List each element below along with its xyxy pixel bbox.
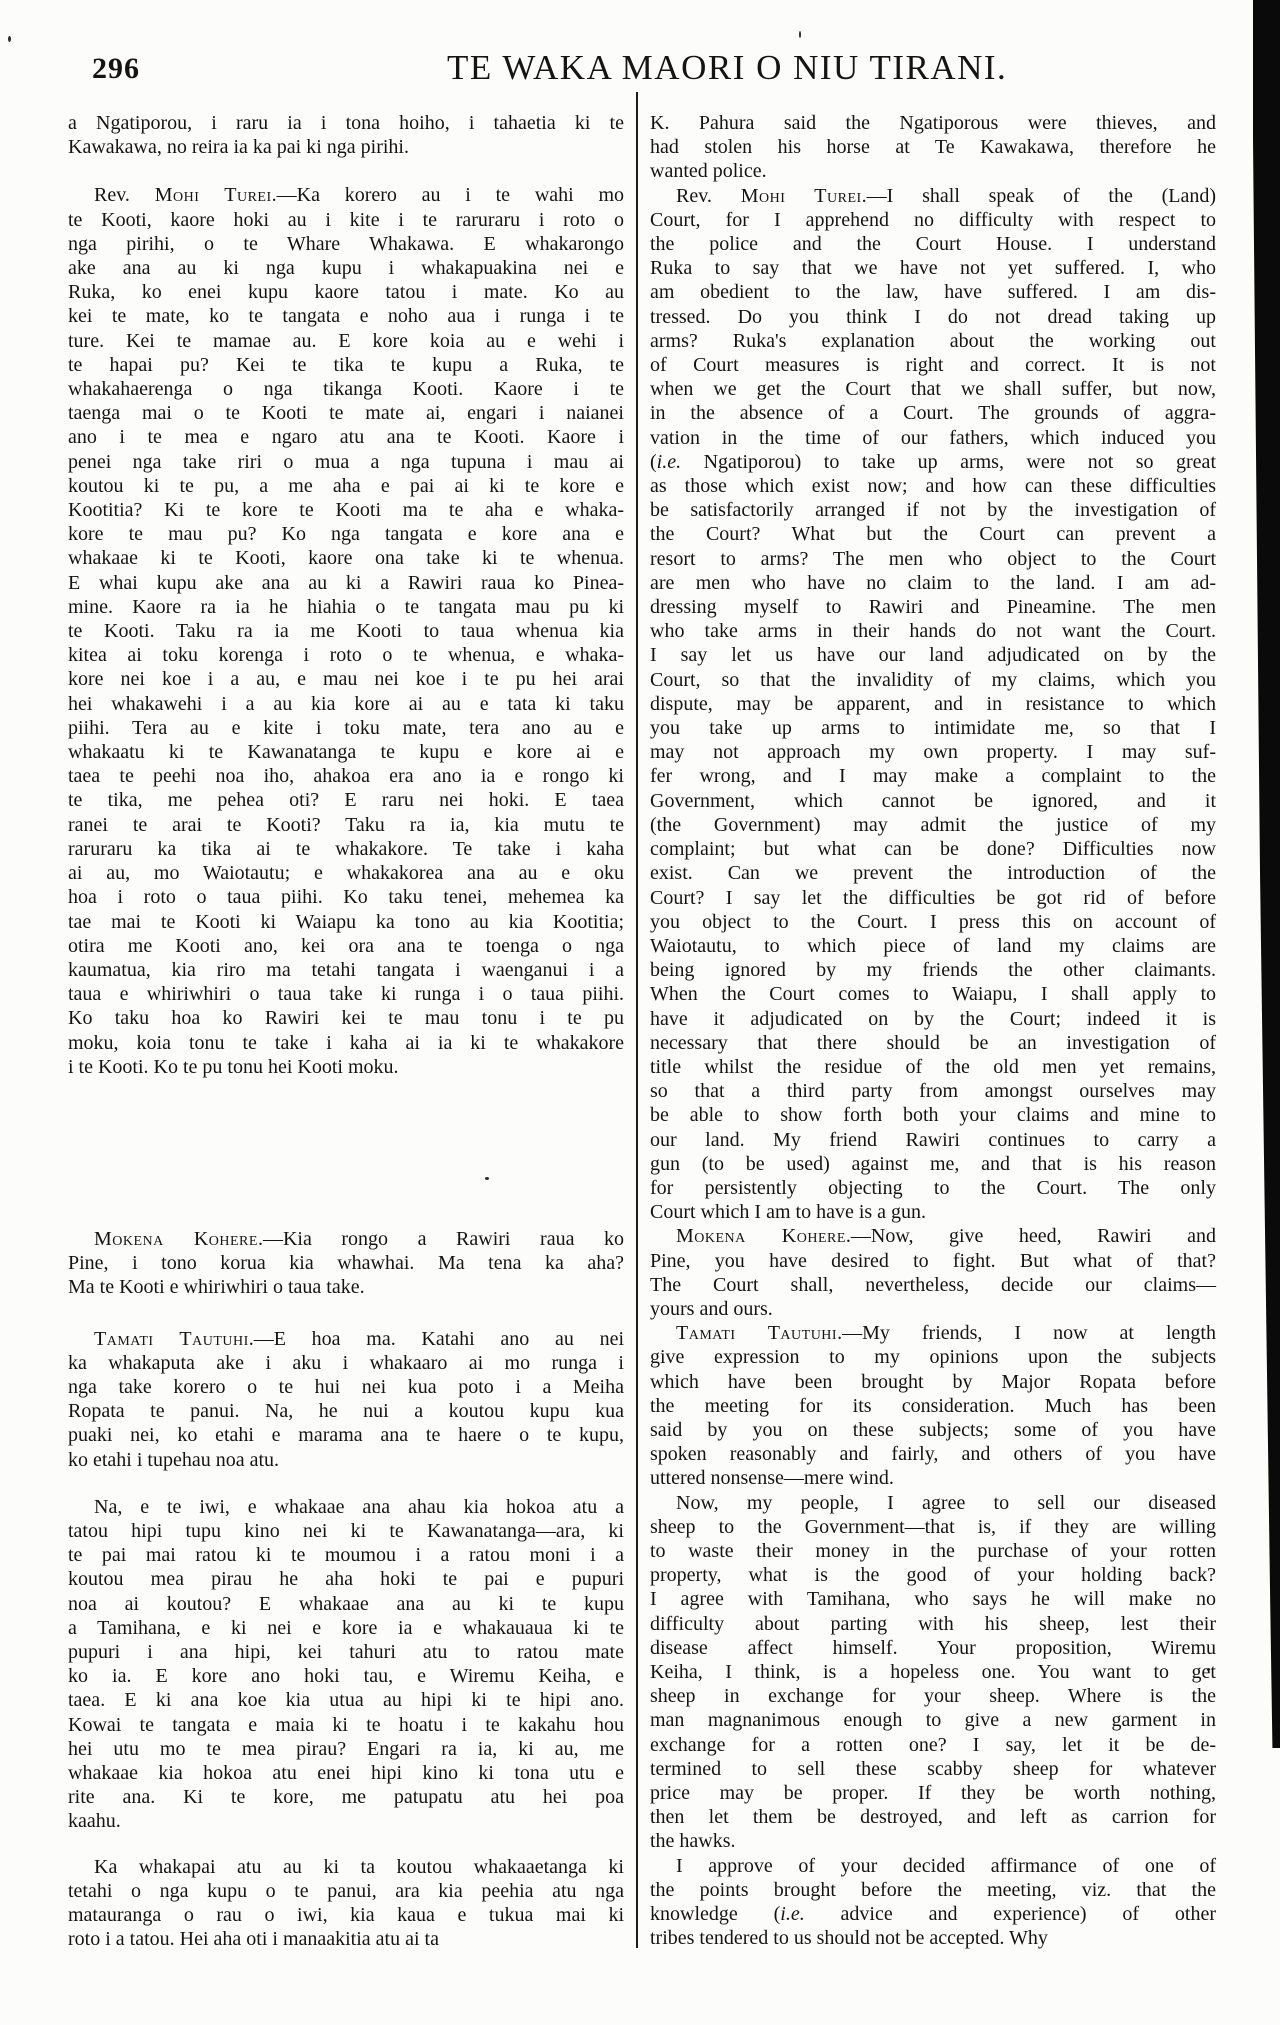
- text-line: tressed. Do you think I do not dread taking up: [650, 305, 1216, 328]
- text-line: complaint; but what can be done? Difficulties now: [650, 838, 1216, 861]
- text-line: Tamati Tautuhi.—E hoa ma. Katahi ano au nei: [94, 1327, 624, 1350]
- text-line: being ignored by my friends the other claimants.: [650, 959, 1216, 982]
- scan-speck: [8, 36, 11, 42]
- text-line: ture. Kei te mamae au. E kore koia au e wehi i: [68, 329, 624, 352]
- text-line: disease affect himself. Your proposition, Wiremu: [650, 1636, 1216, 1659]
- text-line: noa ai koutou? E whakaae ana au ki te kupu: [68, 1592, 624, 1615]
- paragraph-sheep-english: [650, 1491, 1216, 1854]
- text-line: be satisfactorily arranged if not by the investigation of: [650, 499, 1216, 522]
- text-line: resort to arms? The men who object to the Court: [650, 547, 1216, 570]
- text-line: (the Government) may admit the justice of my: [650, 813, 1216, 836]
- text-line: termined to sell these scabby sheep for whatever: [650, 1757, 1216, 1780]
- text-line: taea te peehi noa iho, ahakoa era ano ia e rongo ki: [68, 765, 624, 788]
- text-line: koutou mea pirau he aha hoki te pai e pupuri: [68, 1568, 624, 1591]
- text-line: kaahu.: [68, 1810, 121, 1833]
- paragraph-continuation-maori: [68, 111, 624, 159]
- text-line: kaumatua, kia riro ma tetahi tangata i waenganui i a: [68, 958, 624, 981]
- text-line: I say let us have our land adjudicated on by the: [650, 644, 1216, 667]
- paragraph-continuation-english: [650, 111, 1216, 184]
- column-maori: [68, 111, 624, 1951]
- text-line: Kootitia? Ki te kore te Kooti ma te aha e whaka-: [68, 499, 624, 522]
- text-line: which have been brought by Major Ropata before: [650, 1370, 1216, 1393]
- text-line: kore te mau pu? Ko nga tangata e kore ana e: [68, 523, 624, 546]
- text-line: I agree with Tamihana, who says he will make no: [650, 1588, 1216, 1611]
- text-line: whakaae ki te Kooti, kaore ona take ki te whenua.: [68, 547, 624, 570]
- text-line: Rev. Mohi Turei.—Ka korero au i te wahi mo: [94, 184, 625, 207]
- text-line: whakaae kia hokoa atu enei hipi kino ki tona utu e: [68, 1761, 624, 1784]
- text-line: of Court measures is right and correct. It is not: [650, 354, 1216, 377]
- paragraph-approval-maori: [68, 1855, 624, 1952]
- text-line: Court, for I apprehend no difficulty with respect to: [650, 208, 1216, 231]
- column-divider: [636, 92, 638, 1948]
- text-line: Keiha, I think, is a hopeless one. You want to get: [650, 1661, 1216, 1683]
- text-line: taenga mai o te Kooti te mate ai, engari i naianei: [68, 402, 624, 425]
- text-line: Mokena Kohere.—Now, give heed, Rawiri and: [676, 1225, 1216, 1248]
- text-line: when we get the Court that we shall suffer, but now,: [650, 378, 1216, 401]
- text-line: Court, so that the invalidity of my claims, which you: [650, 668, 1216, 691]
- text-line: then let them be destroyed, and left as carrion for: [650, 1806, 1216, 1829]
- speaker-name: Mokena Kohere: [676, 1225, 846, 1248]
- text-line: kore nei koe i a au, e mau nei koe i te pu hei arai: [68, 668, 624, 691]
- text-line: The Court shall, nevertheless, decide our claims—: [650, 1273, 1216, 1296]
- speaker-name: Tamati Tautuhi: [94, 1327, 249, 1350]
- paragraph-tamati-tautuhi-english: [650, 1321, 1216, 1490]
- text-line: ano i te mea e ngaro atu ana te Kooti. Kaore i: [68, 426, 624, 449]
- text-line: Ruka, ko enei kupu kaore tatou i mate. Ko au: [68, 281, 624, 304]
- text-line: in the absence of a Court. The grounds of aggra-: [650, 402, 1216, 425]
- paragraph-mohi-turei-english: [650, 184, 1216, 1225]
- text-line: Na, e te iwi, e whakaae ana ahau kia hokoa atu a: [94, 1495, 624, 1518]
- text-line: Pine, i tono korua kia whawhai. Ma tena ka aha?: [68, 1252, 624, 1275]
- text-line: ai au, mo Waiotautu; e whakakorea ana au e oku: [68, 862, 624, 885]
- text-line: fer wrong, and I may make a complaint to the: [650, 765, 1216, 788]
- text-line: puaki nei, ko etahi e marama ana te haere o te kupu,: [68, 1424, 624, 1447]
- text-line: ake ana au ki nga kupu i whakapuakina nei e: [68, 257, 624, 280]
- text-line: Kawakawa, no reira ia ka pai ki nga pirihi.: [68, 136, 409, 159]
- text-line: whakaatu ki te Kawanatanga te kupu e kore ai e: [68, 741, 624, 764]
- text-line: the points brought before the meeting, viz. that the: [650, 1878, 1216, 1901]
- text-line: tribes tendered to us should not be accepted. Why: [650, 1927, 1048, 1950]
- text-line: property, what is the good of your holding back?: [650, 1564, 1216, 1587]
- text-line: Ropata te panui. Na, he nui a koutou kupu kua: [68, 1400, 624, 1423]
- paragraph-sheep-maori: [68, 1495, 624, 1834]
- text-line: (i.e. Ngatiporou) to take up arms, were not so great: [650, 450, 1216, 473]
- text-line: difficulty about parting with his sheep, lest their: [650, 1612, 1216, 1635]
- text-line: uttered nonsense—mere wind.: [650, 1467, 894, 1490]
- text-line: ranei te arai te Kooti? Taku ra ia, kia mutu te: [68, 813, 624, 836]
- text-line: spoken reasonably and fairly, and others of you have: [650, 1443, 1216, 1466]
- text-line: moku, koia tonu te take i kaha ai ia ki te whakakore: [68, 1031, 624, 1054]
- text-line: title whilst the residue of the old men yet remains,: [650, 1055, 1216, 1078]
- text-line: te Kooti, kaore hoki au i kite i te raruraru i roto o: [68, 208, 624, 231]
- text-line: knowledge (i.e. advice and experience) of other: [650, 1903, 1216, 1926]
- text-line: mine. Kaore ra ia he hiahia o te tangata mau pu ki: [68, 595, 624, 618]
- text-line: hei whakawehi i a au kia kore ai au e tata ki taku: [68, 692, 624, 715]
- text-line: Rev. Mohi Turei.—I shall speak of the (Land): [676, 184, 1217, 207]
- text-line: hei utu mo te mea pirau? Engari ra ia, ki au, me: [68, 1737, 624, 1760]
- text-line: piihi. Tera au e kite i toku mate, tera ano au e: [68, 716, 624, 739]
- text-line: taea. E ki ana koe kia utua au hipi ki te hipi ano.: [68, 1689, 624, 1712]
- text-line: raruraru ka tika ai te whakakore. Te take i kaha: [68, 837, 624, 860]
- text-line: te hapai pu? Kei te tika te kupu a Ruka, te: [68, 353, 624, 376]
- text-line: wanted police.: [650, 160, 767, 183]
- text-line: so that a third party from amongst ourselves may: [650, 1080, 1216, 1103]
- text-line: te Kooti. Taku ra ia me Kooti to taua whenua kia: [68, 620, 624, 643]
- text-line: vation in the time of our fathers, which induced you: [650, 426, 1216, 449]
- text-line: Now, my people, I agree to sell our diseased: [676, 1491, 1216, 1514]
- text-line: tatou hipi tupu kino nei ki te Kawanatanga—ara, ki: [68, 1519, 624, 1542]
- text-line: have it adjudicated on by the Court; indeed it is: [650, 1007, 1216, 1030]
- text-line: who take arms in their hands do not want the Court.: [650, 620, 1216, 643]
- text-line: for persistently objecting to the Court. The only: [650, 1176, 1216, 1199]
- text-line: price may be proper. If they be worth nothing,: [650, 1782, 1216, 1805]
- paragraph-mohi-turei-maori: [68, 183, 624, 1079]
- text-line: Mokena Kohere.—Kia rongo a Rawiri raua ko: [94, 1227, 625, 1250]
- text-line: ko ia. E kore ano hoki tau, e Wiremu Keiha, e: [68, 1665, 624, 1688]
- speaker-name: Mokena Kohere: [94, 1227, 258, 1250]
- text-line: Pine, you have desired to fight. But what of that?: [650, 1249, 1216, 1272]
- text-line: Waiotautu, to which piece of land my claims are: [650, 934, 1216, 957]
- text-line: Kowai te tangata e maia ki te hoatu i te kakahu hou: [68, 1713, 624, 1736]
- text-line: gun (to be used) against me, and that is his reason: [650, 1152, 1216, 1175]
- text-line: are men who have no claim to the land. I am ad-: [650, 571, 1216, 594]
- text-line: Ruka to say that we have not yet suffered. I, who: [650, 257, 1216, 280]
- text-line: tae mai te Kooti ki Waiapu ka tono au kia Kootitia;: [68, 910, 624, 933]
- text-line: said by you on these subjects; some of you have: [650, 1418, 1216, 1441]
- text-line: Ko taku hoa ko Rawiri kei te mau tonu i te pu: [68, 1007, 624, 1030]
- text-line: arms? Ruka's explanation about the working out: [650, 329, 1216, 352]
- speaker-name: Mohi Turei: [740, 184, 862, 207]
- text-line: taua e whiriwhiri o taua take ki runga i o taua piihi.: [68, 983, 624, 1006]
- text-line: may not approach my own property. I may suf-: [650, 741, 1216, 764]
- text-line: Court which I am to have is a gun.: [650, 1201, 927, 1224]
- text-line: rite ana. Ki te kore, me patupatu atu hei poa: [68, 1786, 624, 1809]
- text-line: man magnanimous enough to give a new garment in: [650, 1709, 1216, 1732]
- text-line: koutou ki te pu, a me aha e pai ai ki te kore e: [68, 474, 624, 497]
- text-line: tetahi o nga kupu o te panui, ara kia peehia atu nga: [68, 1879, 624, 1902]
- text-line: Ma te Kooti e whiriwhiri o taua take.: [68, 1276, 365, 1299]
- text-line: ka whakaputa ake i aku i whakaaro ai mo runga i: [68, 1351, 624, 1374]
- page-title: TE WAKA MAORI O NIU TIRANI.: [447, 48, 1008, 87]
- text-line: am obedient to the law, have suffered. I am dis-: [650, 281, 1216, 304]
- text-line: pupuri i ana hipi, kei tahuri atu to ratou mate: [68, 1640, 624, 1663]
- page-number: 296: [92, 52, 140, 85]
- text-line: yours and ours.: [650, 1297, 773, 1320]
- paragraph-approval-english: [650, 1854, 1216, 1951]
- text-line: matauranga o rau o iwi, kia kaua e tukua mai ki: [68, 1904, 624, 1926]
- scan-speck: [799, 31, 801, 38]
- text-line: Tamati Tautuhi.—My friends, I now at length: [676, 1322, 1216, 1345]
- text-line: the Court? What but the Court can prevent a: [650, 523, 1216, 546]
- text-line: a Ngatiporou, i raru ia i tona hoiho, i tahaetia ki te: [68, 112, 624, 134]
- text-line: nga pirihi, o te Whare Whakawa. E whakarongo: [68, 232, 624, 255]
- text-line: kei te mate, ko te tangata e noho aua i runga i te: [68, 305, 624, 328]
- text-line: the meeting for its consideration. Much has been: [650, 1394, 1216, 1417]
- text-line: necessary that there should be an investigation of: [650, 1031, 1216, 1054]
- text-line: sheep to the Government—that is, if they are willing: [650, 1515, 1216, 1538]
- text-line: penei nga take riri o mua a nga tupuna i mau ai: [68, 450, 624, 473]
- text-line: Government, which cannot be ignored, and it: [650, 789, 1216, 812]
- text-line: When the Court comes to Waiapu, I shall apply to: [650, 983, 1216, 1006]
- text-line: the police and the Court House. I understand: [650, 233, 1216, 256]
- text-line: exchange for a rotten one? I say, let it be de-: [650, 1733, 1216, 1756]
- text-line: E whai kupu ake ana au ki a Rawiri raua ko Pinea-: [68, 571, 624, 594]
- scan-edge-band: [1253, 0, 1280, 1748]
- text-line: kitea ai toku korenga i roto o te whenua, e whaka-: [68, 644, 624, 667]
- text-line: dressing myself to Rawiri and Pineamine. The men: [650, 596, 1216, 619]
- text-line: Court? I say let the difficulties be got rid of before: [650, 886, 1216, 909]
- text-line: whakahaerenga o nga tikanga Kooti. Kaore i te: [68, 378, 624, 401]
- paragraph-mokena-kohere-maori: [68, 1227, 624, 1300]
- text-line: nga take korero o te hui nei kua poto i a Meiha: [68, 1375, 624, 1398]
- text-line: the hawks.: [650, 1830, 736, 1853]
- text-line: dispute, may be apparent, and in resistance to which: [650, 692, 1216, 715]
- text-line: sheep in exchange for your sheep. Where is the: [650, 1685, 1216, 1708]
- text-line: be able to show forth both your claims and mine to: [650, 1104, 1216, 1127]
- text-line: K. Pahura said the Ngatiporous were thieves, and: [650, 112, 1216, 134]
- speaker-name: Tamati Tautuhi: [676, 1322, 838, 1345]
- text-line: i te Kooti. Ko te pu tonu hei Kooti moku.: [68, 1055, 399, 1078]
- text-line: give expression to my opinions upon the subjects: [650, 1346, 1216, 1369]
- text-line: hoa i roto o taua piihi. Ko taku tenei, mehemea ka: [68, 886, 624, 909]
- paragraph-tamati-tautuhi-maori: [68, 1327, 624, 1472]
- text-line: ko etahi i tupehau noa atu.: [68, 1448, 280, 1471]
- speaker-name: Mohi Turei: [154, 184, 272, 207]
- text-line: te tika, me pehea oti? E raru nei hoki. E taea: [68, 789, 624, 812]
- text-line: roto i a tatou. Hei aha oti i manaakitia atu ai ta: [68, 1928, 439, 1951]
- text-line: exist. Can we prevent the introduction of the: [650, 862, 1216, 885]
- text-line: a Tamihana, e ki nei e kore ia e whakauaua ki te: [68, 1616, 624, 1639]
- text-line: otira me Kooti ano, kei ora ana te toenga o nga: [68, 934, 624, 957]
- text-line: te pai mai ratou ki te moumou i a ratou moni i a: [68, 1544, 624, 1567]
- text-line: you object to the Court. I press this on account of: [650, 910, 1216, 933]
- text-line: had stolen his horse at Te Kawakawa, therefore he: [650, 136, 1216, 159]
- text-line: our land. My friend Rawiri continues to carry a: [650, 1128, 1216, 1151]
- text-line: you take up arms to intimidate me, so that I: [650, 717, 1216, 740]
- column-english: [650, 111, 1216, 1950]
- text-line: as those which exist now; and how can these difficulties: [650, 475, 1216, 498]
- text-line: Ka whakapai atu au ki ta koutou whakaaetanga ki: [94, 1855, 624, 1878]
- text-line: to waste their money in the purchase of your rotten: [650, 1539, 1216, 1562]
- paragraph-mokena-kohere-english: [650, 1224, 1216, 1321]
- text-line: I approve of your decided affirmance of one of: [676, 1854, 1216, 1877]
